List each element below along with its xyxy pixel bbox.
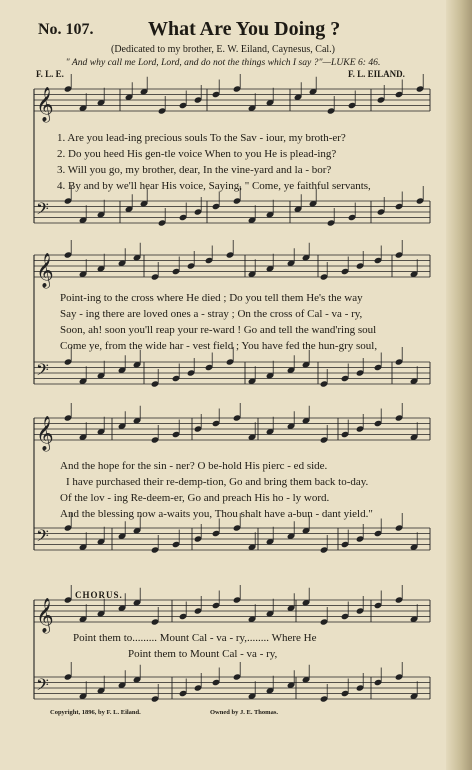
- hymn-title: What Are You Doing ?: [148, 18, 341, 40]
- svg-text:𝄞: 𝄞: [36, 253, 54, 288]
- lyric-line: Say - ing there are loved ones a - stray ; On the cross of Cal - va - ry,: [60, 308, 363, 320]
- lyric-line: I have purchased their re-demp-tion, Go and bring them back to-day.: [66, 476, 369, 488]
- lyric-line: 3. Will you go, my brother, dear, In the vine-yard and la - bor?: [57, 164, 332, 176]
- lyric-line: Come ye, from the wide har - vest field ; You have fed the hun-gry soul,: [60, 340, 378, 352]
- lyric-line: 1. Are you lead-ing precious souls To the Sav - iour, my broth-er?: [57, 132, 346, 144]
- music-author: F. L. EILAND.: [348, 69, 405, 79]
- svg-text:𝄢: 𝄢: [36, 198, 49, 223]
- words-author: F. L. E.: [36, 69, 64, 79]
- lyric-line: 4. By and by we'll hear His voice, Saying, " Come, ye faithful servants,: [57, 180, 371, 192]
- svg-text:𝄞: 𝄞: [36, 598, 54, 633]
- svg-text:𝄢: 𝄢: [36, 674, 49, 699]
- hymn-number: No. 107.: [38, 21, 94, 38]
- lyric-line: Of the lov - ing Re-deem-er, Go and preach His ho - ly word.: [60, 492, 330, 504]
- lyric-line: And the hope for the sin - ner? O be-hold His pierc - ed side.: [60, 460, 328, 472]
- dedication: (Dedicated to my brother, E. W. Eiland, Caynesus, Cal.): [111, 44, 335, 55]
- svg-text:𝄞: 𝄞: [36, 87, 54, 122]
- copyright-notice: Copyright, 1896, by F. L. Eiland.: [50, 709, 141, 716]
- lyric-line: Soon, ah! soon you'll reap your re-ward ! Go and tell the wand'ring soul: [60, 324, 377, 336]
- lyric-line: 2. Do you heed His gen-tle voice When to you He is plead-ing?: [57, 148, 337, 160]
- owner-notice: Owned by J. E. Thomas.: [210, 709, 278, 716]
- lyric-line: Point-ing to the cross where He died ; Do you tell them He's the way: [60, 292, 363, 304]
- lyric-line: Point them to Mount Cal - va - ry,: [128, 648, 278, 660]
- lyric-line: And the blessing now a-waits you, Thou shalt have a-bun - dant yield.": [60, 508, 373, 520]
- scripture-reference: " And why call me Lord, Lord, and do not the things which I say ?"—LUKE 6: 46.: [65, 57, 381, 68]
- svg-text:𝄞: 𝄞: [36, 416, 54, 451]
- svg-text:𝄢: 𝄢: [36, 525, 49, 550]
- chorus-label: CHORUS.: [75, 590, 123, 600]
- lyric-line: Point them to......... Mount Cal - va - ry,........ Where He: [73, 632, 317, 644]
- svg-text:𝄢: 𝄢: [36, 359, 49, 384]
